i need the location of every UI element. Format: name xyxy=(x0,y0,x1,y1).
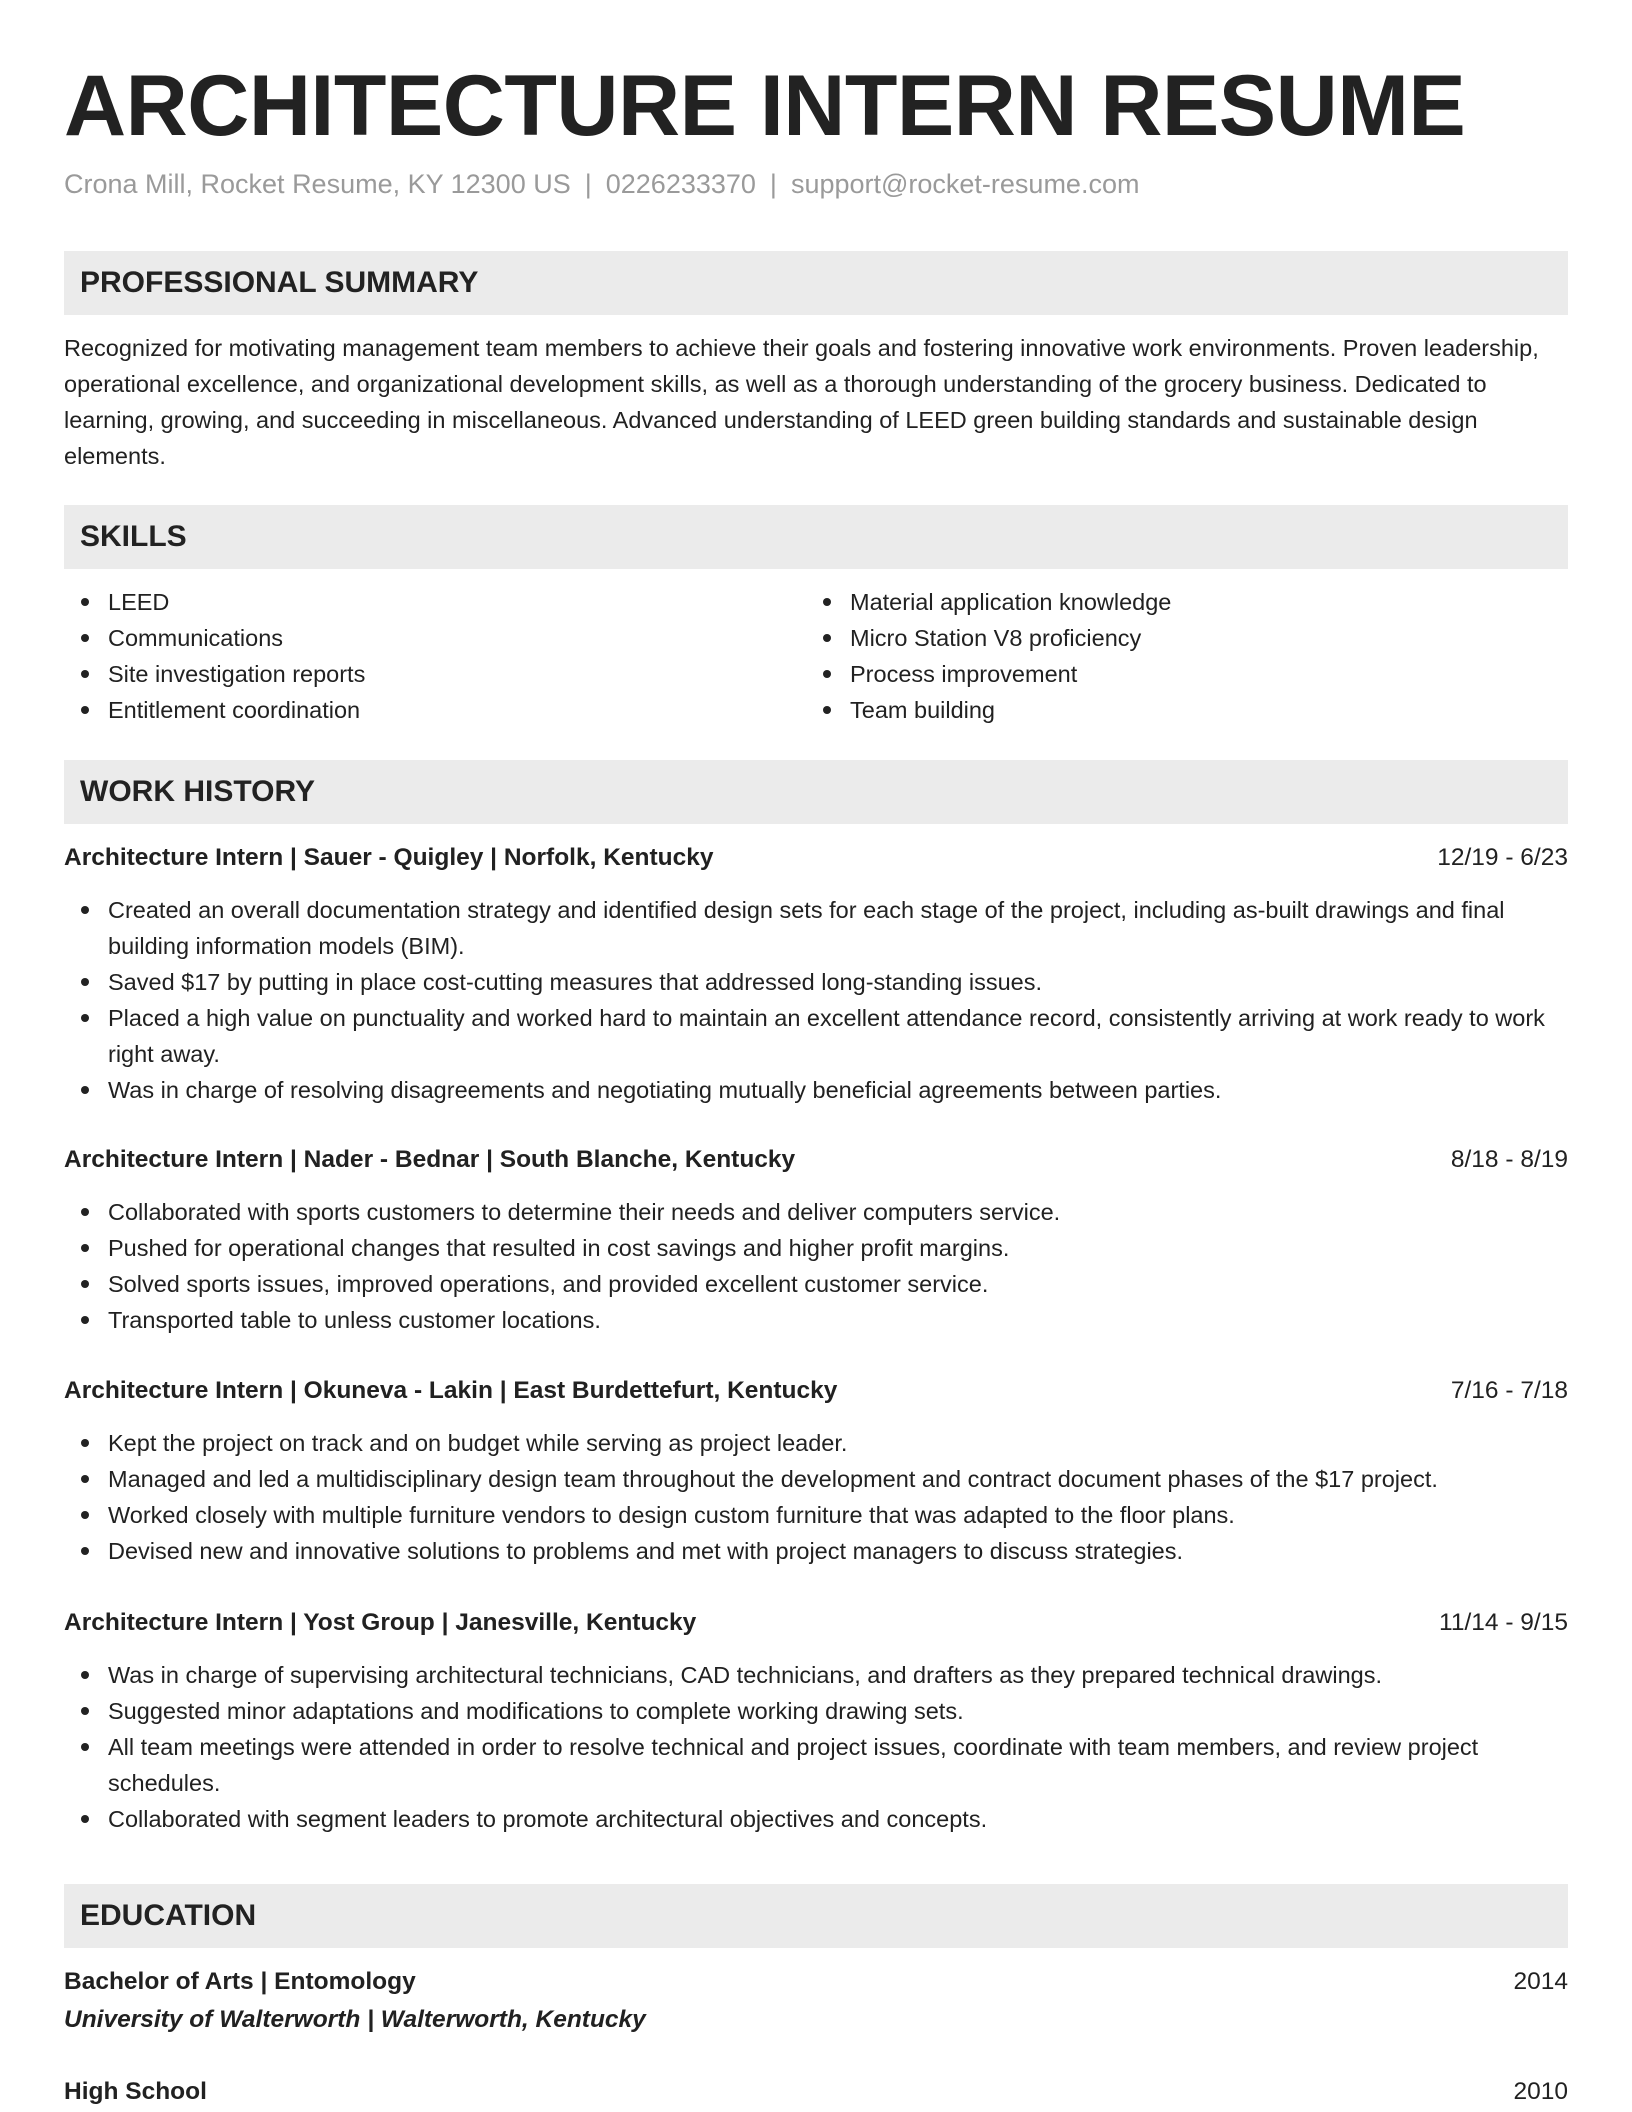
job-entry xyxy=(64,1373,1568,1569)
education-header xyxy=(64,1964,1568,2000)
skill-item: Entitlement coordination xyxy=(64,692,806,728)
contact-separator: | xyxy=(584,169,592,199)
education-year: 2014 xyxy=(1513,1968,1568,1995)
skill-item: LEED xyxy=(64,584,806,620)
job-title: Architecture Intern | Sauer - Quigley | Norfolk, Kentucky xyxy=(64,844,714,871)
job-entry xyxy=(64,840,1568,1108)
skills-column-left xyxy=(64,584,806,728)
skills-column-right xyxy=(806,584,1548,728)
job-header xyxy=(64,840,1568,876)
job-bullet: Suggested minor adaptations and modifications to complete working drawing sets. xyxy=(64,1693,1568,1729)
job-entry xyxy=(64,1605,1568,1837)
job-bullet: Was in charge of resolving disagreements and negotiating mutually beneficial agreements between parties. xyxy=(64,1072,1568,1108)
contact-line xyxy=(64,166,1139,202)
skill-item: Material application knowledge xyxy=(806,584,1548,620)
job-bullet: Transported table to unless customer locations. xyxy=(64,1302,1568,1338)
job-bullet: Collaborated with segment leaders to promote architectural objectives and concepts. xyxy=(64,1801,1568,1837)
work-heading: WORK HISTORY xyxy=(64,760,1568,824)
job-title: Architecture Intern | Nader - Bednar | South Blanche, Kentucky xyxy=(64,1146,796,1173)
job-bullet: Pushed for operational changes that resulted in cost savings and higher profit margins. xyxy=(64,1230,1568,1266)
skills-list xyxy=(64,584,1568,728)
job-bullet: Placed a high value on punctuality and worked hard to maintain an excellent attendance record, consistently arriving at work ready to work right away. xyxy=(64,1000,1568,1072)
skills-heading: SKILLS xyxy=(64,505,1568,569)
job-bullets xyxy=(64,1194,1568,1338)
education-entry xyxy=(64,2074,1568,2110)
job-bullet: Was in charge of supervising architectural technicians, CAD technicians, and drafters as they prepared technical drawings. xyxy=(64,1657,1568,1693)
education-degree: High School xyxy=(64,2078,207,2105)
job-bullet: Solved sports issues, improved operations, and provided excellent customer service. xyxy=(64,1266,1568,1302)
contact-phone: 0226233370 xyxy=(605,169,756,199)
job-bullet: Created an overall documentation strategy and identified design sets for each stage of the project, including as-built drawings and final building information models (BIM). xyxy=(64,892,1568,964)
education-year: 2010 xyxy=(1513,2078,1568,2105)
education-school: University of Walterworth | Walterworth, Kentucky xyxy=(64,2006,646,2033)
skill-item: Process improvement xyxy=(806,656,1548,692)
job-bullet: Devised new and innovative solutions to problems and met with project managers to discuss strategies. xyxy=(64,1533,1568,1569)
skill-item: Site investigation reports xyxy=(64,656,806,692)
skill-item: Team building xyxy=(806,692,1548,728)
education-heading: EDUCATION xyxy=(64,1884,1568,1948)
job-dates: 7/16 - 7/18 xyxy=(1450,1377,1568,1404)
job-dates: 11/14 - 9/15 xyxy=(1439,1609,1568,1636)
job-bullet: Saved $17 by putting in place cost-cutting measures that addressed long-standing issues. xyxy=(64,964,1568,1000)
job-header xyxy=(64,1142,1568,1178)
job-bullet: Worked closely with multiple furniture vendors to design custom furniture that was adapted to the floor plans. xyxy=(64,1497,1568,1533)
job-entry xyxy=(64,1142,1568,1338)
job-bullets xyxy=(64,1657,1568,1837)
contact-separator: | xyxy=(769,169,777,199)
skill-item: Micro Station V8 proficiency xyxy=(806,620,1548,656)
job-bullet: Managed and led a multidisciplinary design team throughout the development and contract document phases of the $17 project. xyxy=(64,1461,1568,1497)
contact-email: support@rocket-resume.com xyxy=(790,169,1140,199)
job-bullet: Kept the project on track and on budget while serving as project leader. xyxy=(64,1425,1568,1461)
job-title: Architecture Intern | Okuneva - Lakin | East Burdettefurt, Kentucky xyxy=(64,1377,838,1404)
summary-text: Recognized for motivating management team members to achieve their goals and fostering innovative work environments. Proven leadership, operational excellence, and organizational development skills, as well as a thorough understanding of the grocery business. Dedicated to learning, growing, and succeeding in miscellaneous. Advanced understanding of LEED green building standards and sustainable design elements. xyxy=(64,335,1539,469)
job-header xyxy=(64,1373,1568,1409)
job-dates: 12/19 - 6/23 xyxy=(1437,844,1568,871)
job-bullet: All team meetings were attended in order to resolve technical and project issues, coordinate with team members, and review project schedules. xyxy=(64,1729,1568,1801)
summary-heading: PROFESSIONAL SUMMARY xyxy=(64,251,1568,315)
contact-address: Crona Mill, Rocket Resume, KY 12300 US xyxy=(64,169,571,199)
job-header xyxy=(64,1605,1568,1641)
job-bullets xyxy=(64,1425,1568,1569)
skill-item: Communications xyxy=(64,620,806,656)
education-entry xyxy=(64,1964,1568,2038)
job-bullets xyxy=(64,892,1568,1108)
resume-title: ARCHITECTURE INTERN RESUME xyxy=(64,58,1466,154)
job-dates: 8/18 - 8/19 xyxy=(1450,1146,1568,1173)
education-degree: Bachelor of Arts | Entomology xyxy=(64,1968,416,1995)
education-header xyxy=(64,2074,1568,2110)
job-title: Architecture Intern | Yost Group | Janesville, Kentucky xyxy=(64,1609,697,1636)
job-bullet: Collaborated with sports customers to determine their needs and deliver computers service. xyxy=(64,1194,1568,1230)
